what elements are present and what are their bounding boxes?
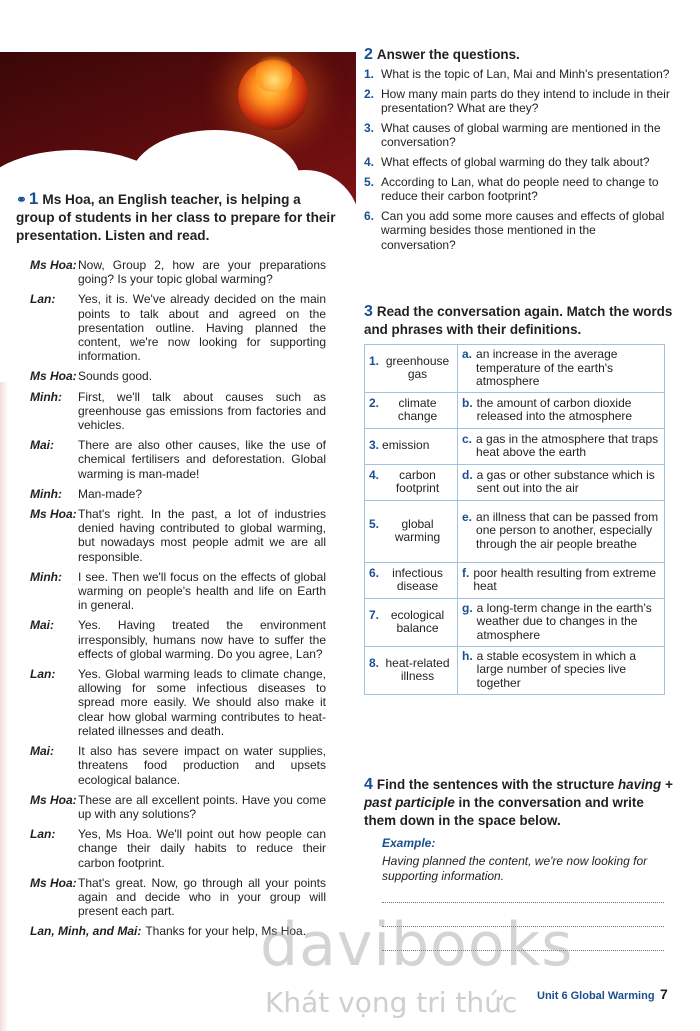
definition-letter: g. <box>462 600 473 615</box>
dialogue-line <box>30 438 326 481</box>
matching-row <box>365 646 665 694</box>
speaker-name: Ms Hoa: <box>30 507 77 522</box>
question-item <box>364 155 670 170</box>
question-item <box>364 175 670 204</box>
term-text: global warming <box>394 516 441 545</box>
term-cell <box>365 464 458 500</box>
term-number: 1. <box>369 353 380 368</box>
speaker-name: Mai: <box>30 618 54 633</box>
matching-row <box>365 345 665 393</box>
page-number: 7 <box>660 986 668 1002</box>
exercise-title: Read the conversation again. Match the words and phrases with their definitions. <box>364 304 673 337</box>
dialogue-text: Man-made? <box>78 486 143 501</box>
question-list <box>364 67 670 258</box>
dialogue-line <box>30 369 326 383</box>
definition-cell <box>458 345 665 393</box>
speaker-name: Lan: <box>30 827 56 842</box>
dialogue-text: I see. Then we'll focus on the effects of global warming on people's health and life on Earth in general. <box>78 569 326 613</box>
exercise-title-c: in the conversation and write them down in the space below. <box>364 795 644 828</box>
dialogue-text: Now, Group 2, how are your preparations going? Is your topic global warming? <box>78 258 326 287</box>
question-number: 1. <box>364 67 375 81</box>
definition-letter: e. <box>462 509 473 524</box>
term-number: 3. <box>369 438 380 453</box>
dialogue-line <box>30 827 326 870</box>
page-edge-shade <box>0 382 8 1031</box>
definition-text: poor health resulting from extreme heat <box>473 565 657 594</box>
exercise-2-heading <box>364 46 520 64</box>
speaker-name: Lan: <box>30 292 56 307</box>
dialogue-line <box>30 744 326 787</box>
term-number: 5. <box>369 516 380 531</box>
question-number: 3. <box>364 120 375 135</box>
footer-unit-label: Unit 6 Global Warming <box>537 990 655 1002</box>
speaker-name: Ms Hoa: <box>30 258 77 272</box>
definition-text: a long-term change in the earth's weather due to changes in the atmosphere <box>476 600 652 643</box>
exercise-1-heading <box>16 190 336 245</box>
term-cell <box>365 562 458 598</box>
dialogue-line <box>30 258 326 286</box>
dialogue-text: Sounds good. <box>78 369 153 384</box>
definition-text: an increase in the average temperature of the earth's atmosphere <box>476 347 618 389</box>
definition-text: the amount of carbon dioxide released into the atmosphere <box>476 395 633 424</box>
structure-formula: having + past participle <box>364 777 673 810</box>
speaker-name: Mai: <box>30 744 54 759</box>
definition-letter: d. <box>462 467 473 482</box>
answer-line[interactable] <box>382 902 664 903</box>
term-cell <box>365 646 458 694</box>
speaker-name: Minh: <box>30 569 62 584</box>
exercise-title: Ms Hoa, an English teacher, is helping a group of students in her class to prepare for their presentation. Listen and read. <box>16 192 336 243</box>
matching-row <box>365 562 665 598</box>
exercise-number: 2 <box>364 46 373 63</box>
dialogue-line <box>30 507 326 564</box>
term-number: 6. <box>369 565 380 580</box>
dialogue-line <box>30 487 326 501</box>
definition-text: a stable ecosystem in which a large number of species live together <box>476 648 637 691</box>
definition-letter: b. <box>462 395 473 410</box>
question-number: 6. <box>364 208 375 223</box>
dialogue-text: It also has severe impact on water supplies, threatens food production and upsets ecological balance. <box>78 744 326 787</box>
definition-cell <box>458 464 665 500</box>
term-number: 2. <box>369 395 380 410</box>
term-text: infectious disease <box>392 565 443 594</box>
exercise-title: Answer the questions. <box>376 47 520 62</box>
exercise-number: 3 <box>364 303 373 320</box>
example-text: Having planned the content, we're now looking for supporting information. <box>382 854 648 883</box>
definition-cell <box>458 598 665 646</box>
exercise-3-heading <box>364 303 674 339</box>
term-number: 8. <box>369 655 380 670</box>
question-text: According to Lan, what do people need to change to reduce their carbon footprint? <box>381 174 659 204</box>
term-cell <box>365 598 458 646</box>
question-number: 5. <box>364 174 375 189</box>
question-number: 4. <box>364 154 375 169</box>
dialogue-line <box>30 667 326 738</box>
definition-cell <box>458 392 665 428</box>
matching-row <box>365 464 665 500</box>
definition-cell <box>458 646 665 694</box>
question-item <box>364 209 670 253</box>
term-cell <box>365 392 458 428</box>
exercise-number: 4 <box>364 776 373 793</box>
question-item <box>364 121 670 150</box>
dialogue-line <box>30 292 326 363</box>
definition-cell <box>458 500 665 562</box>
question-text: Can you add some more causes and effects of global warming besides those mentioned in the conversation? <box>381 208 665 252</box>
dialogue-text: Yes, it is. We've already decided on the main points to talk about and agreed on the presentation outline. Having planned the content, we're now looking for supporting information. <box>78 292 326 364</box>
dialogue-text: That's great. Now, go through all your points again and decide who in your group will present each part. <box>78 875 326 919</box>
term-text: ecological balance <box>390 607 445 636</box>
speaker-name: Lan: <box>30 667 56 682</box>
question-number: 2. <box>364 86 375 101</box>
term-cell <box>365 500 458 562</box>
question-text: What causes of global warming are mentioned in the conversation? <box>381 120 661 150</box>
dialogue-text: Yes, Ms Hoa. We'll point out how people can change their daily habits to reduce their carbon footprint. <box>78 827 326 870</box>
dialogue-line <box>30 618 326 661</box>
term-number: 4. <box>369 467 380 482</box>
flame-shape <box>256 52 292 92</box>
exercise-title-a: Find the sentences with the structure <box>376 777 615 792</box>
dialogue-text: Yes. Global warming leads to climate change, allowing for some infectious diseases to spread more easily. We should also make it clear how global warming contributes to heat-related illnesses and death. <box>78 667 326 738</box>
matching-row <box>365 428 665 464</box>
definition-cell <box>458 428 665 464</box>
dialogue <box>30 258 326 945</box>
definition-letter: f. <box>462 565 470 580</box>
term-text: emission <box>382 438 430 453</box>
term-text: carbon footprint <box>395 467 440 496</box>
term-cell <box>365 345 458 393</box>
dialogue-line <box>30 570 326 613</box>
term-text: heat-related illness <box>385 655 450 684</box>
speaker-name: Ms Hoa: <box>30 875 77 890</box>
matching-row <box>365 598 665 646</box>
matching-row <box>365 500 665 562</box>
term-cell <box>365 428 458 464</box>
matching-row <box>365 392 665 428</box>
definition-letter: h. <box>462 648 473 663</box>
definition-text: a gas in the atmosphere that traps heat above the earth <box>476 431 659 460</box>
headphones-icon: ⚭ <box>16 192 27 207</box>
dialogue-text: First, we'll talk about causes such as greenhouse gas emissions from factories and vehicles. <box>78 389 326 433</box>
dialogue-text: Yes. Having treated the environment irresponsibly, humans now have to suffer the effects of global warming. Do you agree, Lan? <box>78 618 326 661</box>
dialogue-text: These are all excellent points. Have you come up with any solutions? <box>78 792 326 821</box>
definition-cell <box>458 562 665 598</box>
watermark-brand: davibooks <box>260 910 574 980</box>
question-text: What is the topic of Lan, Mai and Minh's presentation? <box>381 67 670 81</box>
term-text: greenhouse gas <box>385 353 450 382</box>
definition-letter: a. <box>462 347 473 361</box>
speaker-name: Minh: <box>30 389 62 404</box>
question-text: How many main parts do they intend to include in their presentation? What are they? <box>381 86 670 116</box>
speaker-name: Minh: <box>30 486 62 501</box>
dialogue-line <box>30 793 326 821</box>
definition-letter: c. <box>462 431 473 446</box>
dialogue-text: Thanks for your help, Ms Hoa. <box>145 924 307 939</box>
question-item <box>364 87 670 116</box>
watermark-slogan: Khát vọng tri thức <box>265 986 518 1019</box>
speaker-name: Ms Hoa: <box>30 369 77 384</box>
example-label: Example: <box>382 836 436 850</box>
dialogue-text: There are also other causes, like the use of chemical fertilisers and deforestation. Global warming is man-made! <box>78 438 326 481</box>
question-item <box>364 67 670 82</box>
question-text: What effects of global warming do they talk about? <box>381 154 650 169</box>
term-number: 7. <box>369 607 380 622</box>
speaker-name: Mai: <box>30 438 54 453</box>
term-text: climate change <box>397 395 438 424</box>
speaker-name: Ms Hoa: <box>30 792 77 807</box>
definition-text: an illness that can be passed from one person to another, especially through the air people breathe <box>476 509 659 552</box>
dialogue-text: That's right. In the past, a lot of industries denied having contributed to global warming, but nowadays most people admit we are all responsible. <box>78 507 326 564</box>
exercise-4-heading <box>364 776 674 830</box>
speaker-name: Lan, Minh, and Mai: <box>30 924 142 939</box>
exercise-number: 1 <box>28 189 39 208</box>
matching-table <box>364 344 665 695</box>
definition-text: a gas or other substance which is sent out into the air <box>476 467 655 496</box>
dialogue-line <box>30 390 326 433</box>
